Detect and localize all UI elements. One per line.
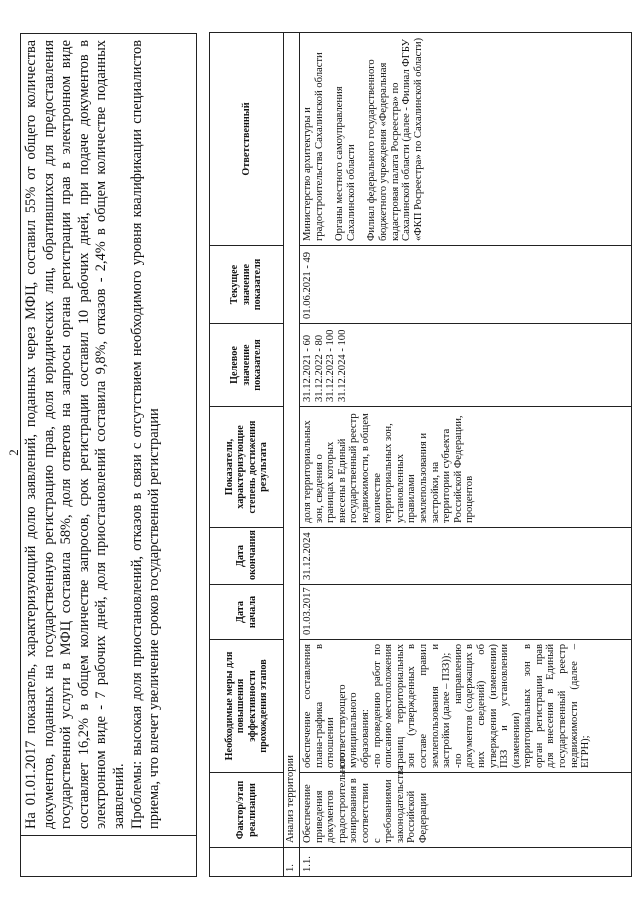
header-end-date: Дата окончания [210, 528, 284, 585]
row-current-value: 01.06.2021 - 49 [300, 246, 632, 324]
row-factor: Обеспечение приведения документов градостроительного зонирования в соответствии с требованиями законодательства Российской Федерации [300, 773, 632, 848]
target-value: 31.12.2021 - 60 [302, 334, 313, 402]
header-start-date: Дата начала [210, 585, 284, 640]
intro-text [23, 40, 164, 829]
table-row [300, 33, 632, 877]
header-target-value: Целевое значение показателя [210, 324, 284, 407]
intro-margin-cell [21, 835, 196, 876]
header-measures: Необходимые меры для повышения эффективности прохождения этапов [210, 640, 284, 773]
intro-problems-paragraph: Проблемы: высокая доля приостановлений, отказов в связи с отсутствием необходимого уровня квалификации специалистов приема, что влечет увеличение сроков государственной регистрации [128, 40, 163, 829]
section-title: Анализ территории [284, 33, 300, 848]
row-end-date: 31.12.2024 [300, 528, 632, 585]
row-start-date: 01.03.2017 [300, 585, 632, 640]
header-number [210, 848, 284, 877]
section-number: 1. [284, 848, 300, 877]
measures-table [209, 32, 632, 877]
page-number: 2 [6, 449, 21, 456]
measure-item: -по направлению документов (содержащих в них сведений) об утверждении (изменении) ПЗЗ и установлении (изменении) территориальных зон в орган регистрации прав для внесения в Единый государственный реестр недвижимости (далее – ЕГРН); [452, 644, 592, 768]
responsible-entity: Органы местного самоуправления Сахалинской области [334, 86, 357, 241]
row-target-values [300, 324, 632, 407]
row-responsible [300, 33, 632, 246]
intro-paragraph: На 01.01.2017 показатель, характеризующий долю заявлений, поданных через МФЦ, составил 55% от общего количества документов, поданных на государственную регистрацию прав, доля юридических лиц, обратившихся для предоставления государственной услуги в МФЦ составила 58%, доля ответов на запросы органа регистрации прав в электронном виде составляет 16,2% в общем количестве запросов, срок регистрации составил 10 рабочих дней, при подаче документов в электронном виде - 7 рабочих дней, доля приостановлений составила 9,8%, отказов - 2,4% в общем количестве поданных заявлений. [23, 40, 127, 829]
header-indicator: Показатели, характеризующие степень достижения результата [210, 407, 284, 528]
target-value: 31.12.2022 - 80 [313, 334, 325, 402]
header-factor: Фактор/этап реализации [210, 773, 284, 848]
header-responsible: Ответственный [210, 33, 284, 246]
responsible-entity: Министерство архитектуры и градостроительства Сахалинской области [302, 52, 325, 241]
header-current-value: Текущее значение показателя [210, 246, 284, 324]
responsible-entity: Филиал федерального государственного бюджетного учреждения «Федеральная кадастровая палата Росреестра» по Сахалинской области (далее - Филиал ФГБУ «ФКП Росреестра» по Сахалинской области) [366, 37, 424, 241]
target-value: 31.12.2023 - 100 [325, 329, 337, 402]
measure-item: обеспечение составления плана-графика в отношении соответствующего муниципального образования: [302, 644, 371, 768]
row-number: 1.1. [300, 848, 632, 877]
table-section-row [284, 33, 300, 877]
measure-item: -по проведению работ по описанию местоположения границ территориальных зон (утвержденных в составе правил землепользования и застройки (далее – ПЗЗ)); [371, 644, 453, 768]
row-indicator: доля территориальных зон, сведения о границах которых внесены в Единый государственный реестр недвижимости, в общем количестве территориальных зон, установленных правилами землепользования и застройки, на территории субъекта Российской Федерации, процентов [300, 407, 632, 528]
table-header-row [210, 33, 284, 877]
intro-box [20, 33, 197, 877]
row-measures [300, 640, 632, 773]
target-value: 31.12.2024 - 100 [336, 329, 348, 402]
